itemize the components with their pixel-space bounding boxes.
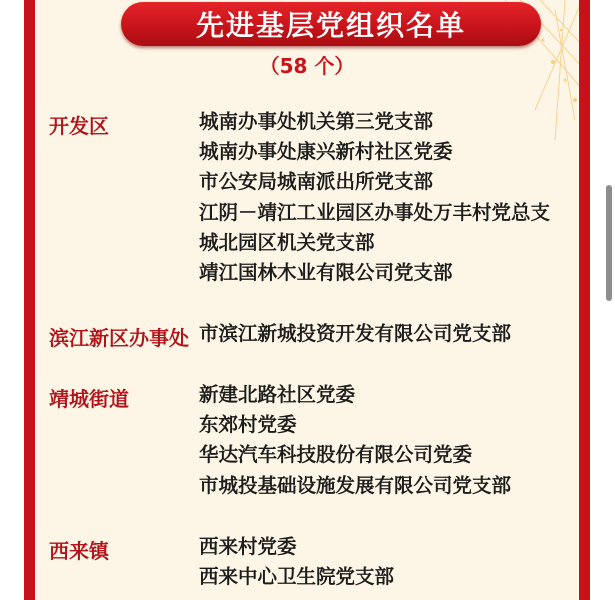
organization-list	[199, 110, 550, 291]
section-label: 西来镇	[49, 539, 109, 563]
list-card	[35, 0, 579, 600]
red-frame	[24, 0, 590, 600]
list-item: 市公安局城南派出所党支部	[199, 170, 434, 194]
organization-list	[199, 322, 511, 352]
list-item: 新建北路社区党委	[199, 383, 356, 406]
list-item: 东郊村党委	[199, 413, 297, 437]
section-label: 滨江新区办事处	[49, 326, 189, 350]
page-title: 先进基层党组织名单	[195, 9, 466, 42]
list-item: 西来中心卫生院党支部	[199, 565, 395, 589]
list-item: 市滨江新城投资开发有限公司党支部	[199, 322, 512, 345]
list-item: 江阴－靖江工业园区办事处万丰村党总支	[199, 200, 551, 224]
list-item: 城北园区机关党支部	[199, 230, 375, 254]
section-label: 开发区	[49, 114, 109, 138]
scrollbar-thumb[interactable]	[606, 185, 612, 301]
organization-count: （58 个）	[259, 54, 355, 78]
list-item: 靖江国林木业有限公司党支部	[199, 260, 453, 284]
section-label: 靖城街道	[49, 387, 129, 411]
organization-list	[199, 535, 394, 595]
title-banner	[121, 2, 541, 46]
organization-list	[199, 383, 511, 504]
list-item: 城南办事处康兴新村社区党委	[199, 140, 453, 164]
list-item: 华达汽车科技股份有限公司党委	[199, 443, 473, 467]
list-item: 西来村党委	[199, 535, 297, 558]
list-item: 市城投基础设施发展有限公司党支部	[199, 473, 512, 497]
list-item: 城南办事处机关第三党支部	[199, 110, 434, 133]
